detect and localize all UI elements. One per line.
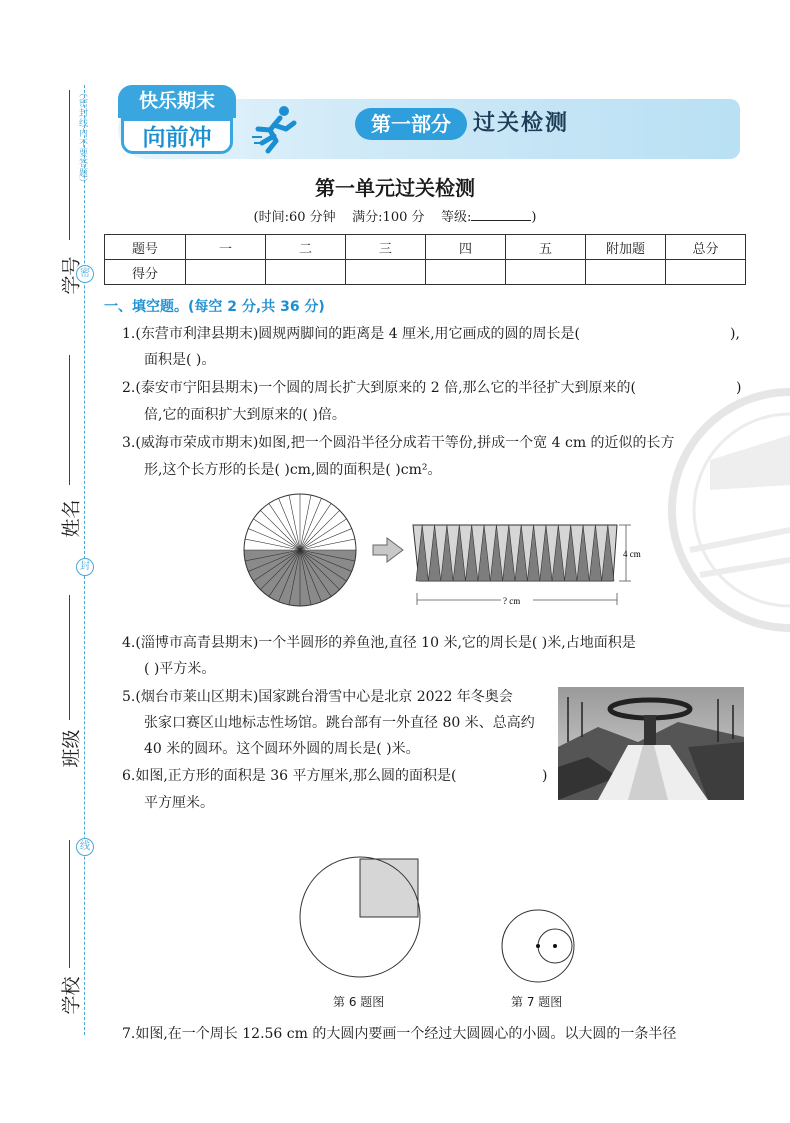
class-label: 班级 [60,729,83,768]
question-3-line-2: 形,这个长方形的长是( )cm,圆的面积是( )cm²。 [144,462,442,478]
figure-7-concentric-circles [500,908,576,984]
question-4-line-1: 4.(淄博市高青县期末)一个半圆形的养鱼池,直径 10 米,它的周长是( )米,占地面积是 [122,635,636,651]
part-label: 第一部分 [355,108,467,140]
score-row-label: 得分 [105,260,186,285]
score-table-cell: 一 [186,235,266,260]
student-id-label: 学号 [60,256,83,295]
score-input-cell[interactable] [346,260,426,285]
figure-7-caption: 第 7 题图 [511,995,563,1009]
score-table [104,234,746,285]
question-3-figure [235,493,655,613]
badge-bottom-text: 向前冲 [121,118,233,154]
question-7-line-1: 7.如图,在一个周长 12.56 cm 的大圆内要画一个经过大圆圆心的小圆。以大圆的一条半径 [122,1026,677,1042]
seal-feng: 封 [76,558,94,576]
exam-info-close: ) [531,210,537,225]
full-score-info: 满分:100 分 [352,210,425,225]
question-2-line-1: 2.(泰安市宁阳县期末)一个圆的周长扩大到原来的 2 倍,那么它的半径扩大到原来的( [122,380,636,396]
sectored-circle [244,494,356,606]
score-input-cell[interactable] [426,260,506,285]
ski-jump-photo [558,687,744,800]
score-table-cell: 题号 [105,235,186,260]
score-table-cell: 二 [266,235,346,260]
figure-6-caption: 第 6 题图 [333,995,385,1009]
score-table-cell: 总分 [666,235,746,260]
seal-mi: 密 [76,265,94,283]
question-5-line-3: 40 米的圆环。这个圆环外圆的周长是( )米。 [144,741,420,757]
grade-blank[interactable] [471,208,531,221]
question-5-line-2: 张家口赛区山地标志性场馆。跳台部有一外直径 80 米、总高约 [144,715,535,731]
school-label: 学校 [60,976,83,1015]
score-input-cell[interactable] [666,260,746,285]
score-input-cell[interactable] [506,260,586,285]
score-table-score-row [105,260,746,285]
score-table-cell: 三 [346,235,426,260]
binding-note: （密封线内不要答题） [77,88,87,188]
score-table-cell: 五 [506,235,586,260]
score-input-cell[interactable] [266,260,346,285]
time-info: (时间:60 分钟 [253,210,336,225]
name-field[interactable] [69,355,70,485]
question-1-line-1: 1.(东营市利津县期末)圆规两脚间的距离是 4 厘米,用它画成的圆的周长是( [122,326,580,342]
section-heading: 一、填空题。(每空 2 分,共 36 分) [104,299,325,315]
question-2-line-1-end: ) [736,380,742,396]
part-title: 过关检测 [473,111,570,136]
school-field[interactable] [69,840,70,968]
score-input-cell[interactable] [186,260,266,285]
score-table-cell: 附加题 [586,235,666,260]
class-field[interactable] [69,595,70,720]
question-1-line-2: 面积是( )。 [144,352,216,368]
figure-6-circle-square [296,853,426,983]
question-6-line-1: 6.如图,正方形的面积是 36 平方厘米,那么圆的面积是( [122,768,457,784]
header-badge [118,85,236,157]
question-1-line-1-end: ), [730,326,740,342]
question-6-line-2: 平方厘米。 [144,795,214,811]
watermark-seal [650,380,790,640]
question-5-line-1: 5.(烟台市莱山区期末)国家跳台滑雪中心是北京 2022 年冬奥会 [122,689,513,705]
grade-label: 等级: [441,210,472,225]
score-input-cell[interactable] [586,260,666,285]
exam-info [0,206,790,225]
rearranged-rectangle [413,525,617,581]
score-table-cell: 四 [426,235,506,260]
question-3-line-1: 3.(威海市荣成市期末)如图,把一个圆沿半径分成若干等份,拼成一个宽 4 cm 的近似的长方 [122,435,675,451]
name-label: 姓名 [60,499,83,538]
width-label: 4 cm [623,549,641,559]
badge-top-text: 快乐期末 [118,85,236,118]
running-man-icon [250,103,300,155]
length-label: ? cm [503,596,521,606]
score-table-header-row [105,235,746,260]
page-title: 第一单元过关检测 [315,176,475,200]
question-6-line-1-end: ) [542,768,548,784]
transform-arrow-icon [373,538,403,562]
seal-xian: 线 [76,838,94,856]
question-2-line-2: 倍,它的面积扩大到原来的( )倍。 [144,407,346,423]
question-4-line-2: ( )平方米。 [144,661,216,677]
